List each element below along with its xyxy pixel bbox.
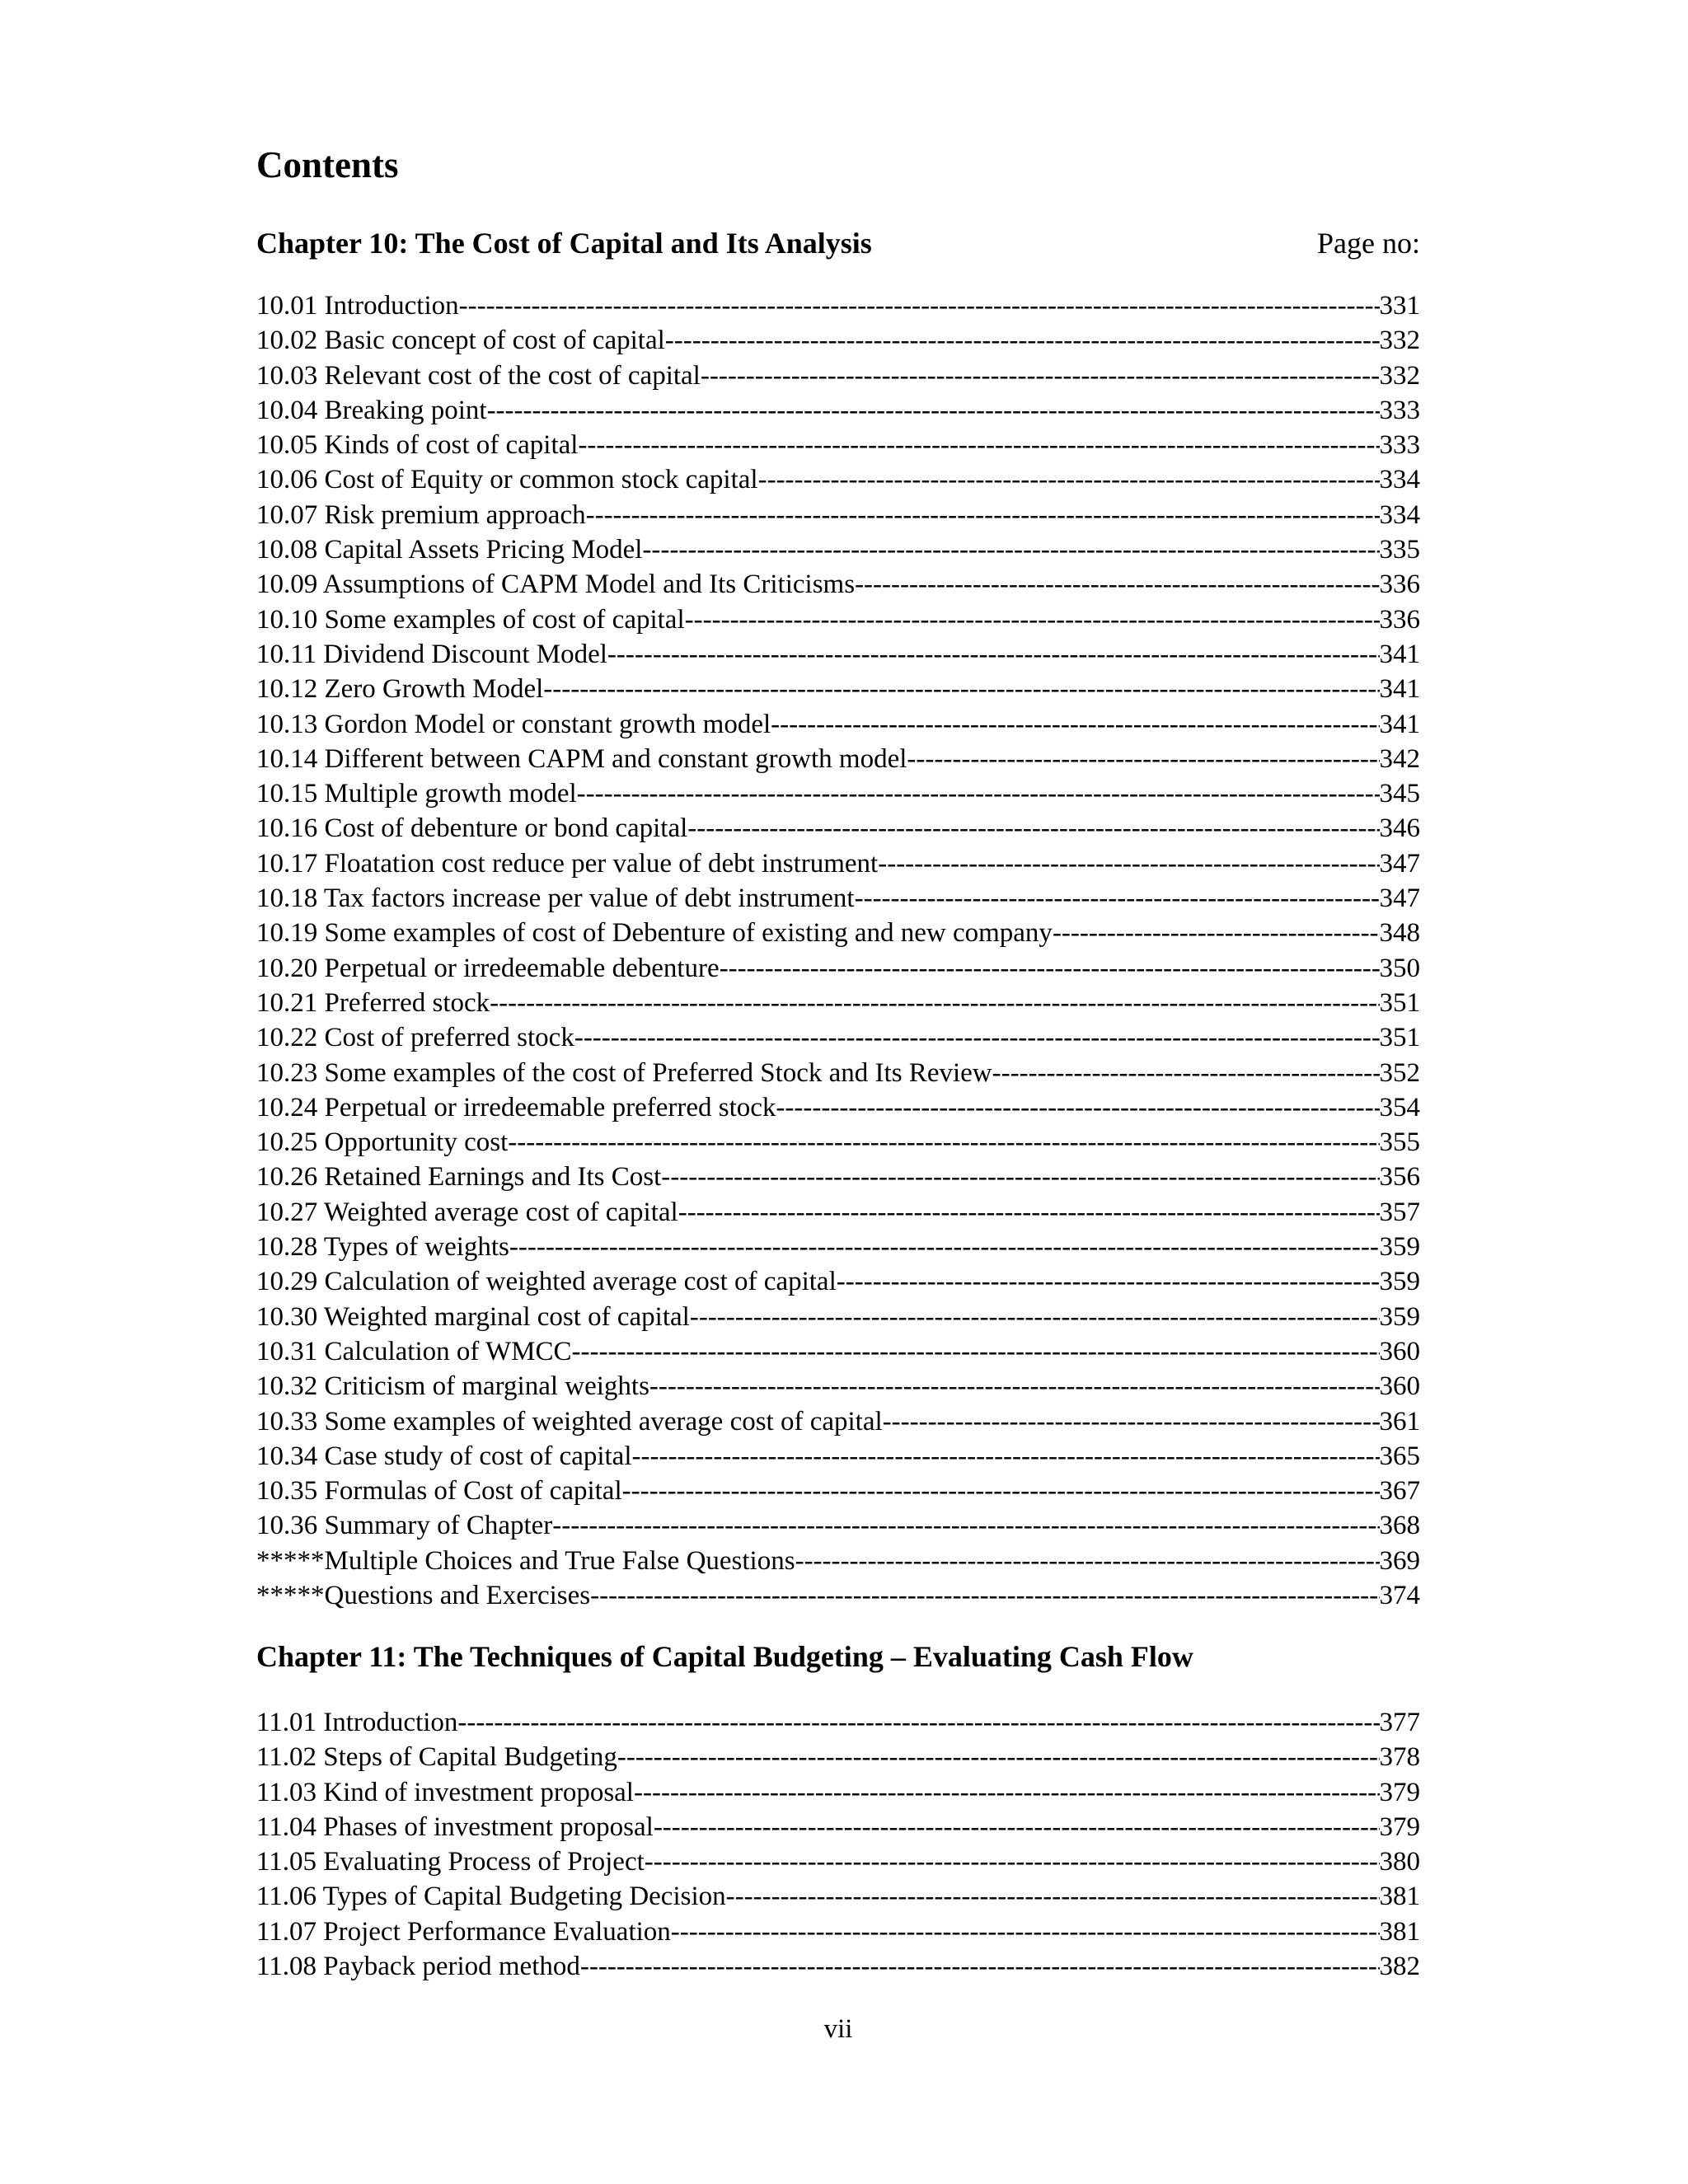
toc-entry-label: 10.11 Dividend Discount Model	[256, 639, 607, 669]
dot-leader	[690, 1300, 1380, 1334]
toc-entry-page-number: 356	[1379, 1162, 1420, 1193]
toc-entry-page-number: 359	[1379, 1267, 1420, 1297]
dot-leader	[992, 1056, 1380, 1090]
dot-leader	[678, 1195, 1380, 1230]
toc-entry-label: 10.17 Floatation cost reduce per value of debt instrument	[256, 848, 879, 879]
toc-entry-label: 11.07 Project Performance Evaluation	[256, 1916, 671, 1947]
dot-leader	[661, 1160, 1379, 1194]
toc-entry	[256, 1369, 1420, 1404]
toc-entry-label: *****Questions and Exercises	[256, 1580, 591, 1610]
toc-entry-page-number: 365	[1379, 1441, 1420, 1471]
toc-entry-page-number: 346	[1379, 813, 1420, 844]
toc-entry	[256, 1949, 1420, 1984]
toc-entry	[256, 811, 1420, 846]
dot-leader	[665, 323, 1380, 358]
toc-list	[256, 1705, 1420, 1984]
toc-entry	[256, 707, 1420, 742]
toc-entry-page-number: 341	[1379, 674, 1420, 705]
dot-leader	[580, 1949, 1380, 1984]
toc-entry-label: 10.22 Cost of preferred stock	[256, 1023, 574, 1053]
dot-leader	[795, 1544, 1380, 1578]
toc-entry	[256, 916, 1420, 950]
toc-entry-label: 10.16 Cost of debenture or bond capital	[256, 813, 688, 844]
toc-entry-label: 11.01 Introduction	[256, 1708, 458, 1737]
toc-entry-label: *****Multiple Choices and True False Questions	[256, 1545, 795, 1576]
dot-leader	[654, 1810, 1380, 1844]
dot-leader	[855, 567, 1379, 602]
page-number-column-label: Page no:	[1317, 227, 1420, 260]
toc-entry-page-number: 380	[1379, 1847, 1420, 1877]
toc-entry-label: 10.34 Case study of cost of capital	[256, 1441, 632, 1471]
toc-entry-page-number: 360	[1379, 1371, 1420, 1402]
dot-leader	[632, 1439, 1380, 1474]
dot-leader	[649, 1369, 1380, 1404]
toc-entry-page-number: 379	[1379, 1777, 1420, 1807]
toc-entry	[256, 428, 1420, 462]
toc-entry-page-number: 347	[1379, 883, 1420, 914]
toc-entry	[256, 462, 1420, 497]
toc-entry-label: 10.20 Perpetual or irredeemable debenture	[256, 953, 720, 983]
dot-leader	[459, 288, 1380, 323]
page-title: Contents	[256, 144, 399, 185]
toc-entry	[256, 1544, 1420, 1578]
toc-entry-page-number: 369	[1379, 1545, 1420, 1576]
toc-entry-label: 10.15 Multiple growth model	[256, 779, 577, 809]
toc-entry-label: 10.07 Risk premium approach	[256, 499, 586, 530]
toc-entry-label: 10.21 Preferred stock	[256, 987, 490, 1018]
toc-entry	[256, 1090, 1420, 1125]
toc-entry-page-number: 336	[1379, 569, 1420, 600]
dot-leader	[574, 1020, 1380, 1055]
toc-entry	[256, 742, 1420, 776]
toc-entry	[256, 672, 1420, 706]
dot-leader	[617, 1740, 1380, 1774]
dot-leader	[543, 672, 1379, 706]
toc-entry	[256, 1578, 1420, 1613]
toc-entry-label: 10.25 Opportunity cost	[256, 1127, 509, 1158]
toc-entry	[256, 498, 1420, 532]
toc-entry-page-number: 332	[1379, 326, 1420, 356]
toc-entry-label: 11.06 Types of Capital Budgeting Decision	[256, 1882, 726, 1912]
toc-entry-page-number: 333	[1379, 430, 1420, 461]
toc-entry-label: 10.33 Some examples of weighted average cost of capital	[256, 1406, 883, 1436]
dot-leader	[878, 846, 1379, 881]
toc-entry-label: 10.03 Relevant cost of the cost of capital	[256, 360, 701, 391]
dot-leader	[771, 707, 1379, 742]
dot-leader	[590, 1578, 1379, 1613]
toc-entry-page-number: 357	[1379, 1197, 1420, 1227]
toc-entry-label: 10.27 Weighted average cost of capital	[256, 1197, 678, 1227]
toc-entry-label: 10.14 Different between CAPM and constant growth model	[256, 743, 907, 774]
dot-leader	[634, 1775, 1380, 1810]
toc-entry-page-number: 351	[1379, 1023, 1420, 1053]
toc-entry	[256, 532, 1420, 567]
dot-leader	[907, 742, 1379, 776]
toc-entry-page-number: 382	[1379, 1952, 1420, 1982]
toc-entry-label: 10.36 Summary of Chapter	[256, 1511, 553, 1541]
toc-entry-page-number: 381	[1379, 1882, 1420, 1912]
toc-entry	[256, 1404, 1420, 1439]
toc-entry	[256, 1705, 1420, 1740]
toc-entry-label: 10.26 Retained Earnings and Its Cost	[256, 1162, 662, 1193]
toc-entry	[256, 1334, 1420, 1369]
toc-entry	[256, 602, 1420, 637]
toc-entry-page-number: 381	[1379, 1916, 1420, 1947]
dot-leader	[552, 1508, 1379, 1543]
toc-entry	[256, 1056, 1420, 1090]
dot-leader	[720, 951, 1380, 986]
toc-entry	[256, 1810, 1420, 1844]
toc-entry-page-number: 374	[1379, 1580, 1420, 1610]
toc-entry-page-number: 332	[1379, 360, 1420, 391]
toc-entry-label: 10.04 Breaking point	[256, 395, 487, 425]
toc-entry	[256, 1740, 1420, 1774]
toc-entry-page-number: 334	[1379, 465, 1420, 495]
dot-leader	[701, 359, 1380, 393]
toc-entry-page-number: 360	[1379, 1336, 1420, 1366]
toc-entry-label: 11.02 Steps of Capital Budgeting	[256, 1742, 617, 1773]
toc-entry	[256, 1160, 1420, 1194]
toc-entry	[256, 1508, 1420, 1543]
dot-leader	[883, 1404, 1380, 1439]
toc-entry-page-number: 354	[1379, 1092, 1420, 1122]
dot-leader	[726, 1879, 1380, 1914]
toc-entry-label: 10.08 Capital Assets Pricing Model	[256, 535, 643, 565]
toc-entry-page-number: 361	[1379, 1406, 1420, 1436]
dot-leader	[607, 637, 1380, 672]
toc-entry-page-number: 348	[1379, 918, 1420, 949]
toc-entry	[256, 1264, 1420, 1299]
toc-entry	[256, 1775, 1420, 1810]
toc-entry	[256, 323, 1420, 358]
dot-leader	[645, 1844, 1380, 1879]
toc-entry-page-number: 341	[1379, 639, 1420, 669]
page-folio: vii	[823, 2014, 853, 2044]
toc-entry-label: 10.09 Assumptions of CAPM Model and Its Criticisms	[256, 569, 856, 600]
toc-entry-label: 10.29 Calculation of weighted average cost of capital	[256, 1267, 837, 1297]
toc-entry-page-number: 334	[1379, 499, 1420, 530]
toc-entry-label: 10.02 Basic concept of cost of capital	[256, 326, 665, 356]
toc-entry-page-number: 335	[1379, 535, 1420, 565]
toc-entry-label: 11.08 Payback period method	[256, 1952, 580, 1982]
dot-leader	[758, 462, 1380, 497]
toc-entry-label: 10.12 Zero Growth Model	[256, 674, 544, 705]
toc-entry-page-number: 359	[1379, 1301, 1420, 1332]
toc-entry-label: 10.06 Cost of Equity or common stock capital	[256, 465, 758, 495]
toc-entry-page-number: 336	[1379, 604, 1420, 635]
toc-entry-label: 10.30 Weighted marginal cost of capital	[256, 1301, 690, 1332]
toc-entry	[256, 288, 1420, 323]
toc-entry-label: 10.19 Some examples of cost of Debenture of existing and new company	[256, 918, 1053, 949]
toc-entry	[256, 1300, 1420, 1334]
dot-leader	[508, 1125, 1379, 1160]
toc-entry-label: 10.01 Introduction	[256, 291, 459, 321]
dot-leader	[776, 1090, 1379, 1125]
toc-entry	[256, 1125, 1420, 1160]
dot-leader	[457, 1705, 1379, 1740]
toc-entry-label: 11.05 Evaluating Process of Project	[256, 1847, 645, 1877]
toc-entry-page-number: 331	[1379, 291, 1420, 321]
dot-leader	[509, 1230, 1380, 1264]
toc-entry-page-number: 355	[1379, 1127, 1420, 1158]
toc-entry-label: 10.28 Types of weights	[256, 1232, 509, 1263]
toc-entry-label: 10.10 Some examples of cost of capital	[256, 604, 685, 635]
toc-entry-label: 10.23 Some examples of the cost of Preferred Stock and Its Review	[256, 1057, 992, 1088]
toc-entry	[256, 1020, 1420, 1055]
dot-leader	[685, 602, 1380, 637]
toc-entry	[256, 567, 1420, 602]
toc-entry	[256, 1915, 1420, 1949]
toc-entry	[256, 986, 1420, 1020]
dot-leader	[622, 1474, 1380, 1508]
toc-entry-page-number: 342	[1379, 743, 1420, 774]
toc-entry-label: 10.24 Perpetual or irredeemable preferred stock	[256, 1092, 776, 1122]
toc-entry-page-number: 359	[1379, 1232, 1420, 1263]
dot-leader	[855, 881, 1380, 916]
dot-leader	[577, 776, 1380, 811]
dot-leader	[487, 393, 1380, 428]
dot-leader	[687, 811, 1379, 846]
toc-entry	[256, 776, 1420, 811]
toc-entry-page-number: 377	[1379, 1708, 1420, 1737]
toc-entry	[256, 1439, 1420, 1474]
toc-entry	[256, 1474, 1420, 1508]
toc-entry-page-number: 379	[1379, 1811, 1420, 1842]
toc-entry-page-number: 378	[1379, 1742, 1420, 1773]
toc-entry-label: 10.32 Criticism of marginal weights	[256, 1371, 649, 1402]
toc-entry	[256, 1879, 1420, 1914]
chapter-title: Chapter 10: The Cost of Capital and Its Analysis	[256, 227, 872, 260]
toc-entry-label: 11.04 Phases of investment proposal	[256, 1811, 654, 1842]
dot-leader	[572, 1334, 1380, 1369]
toc-entry-page-number: 368	[1379, 1511, 1420, 1541]
toc-entry-page-number: 345	[1379, 779, 1420, 809]
toc-entry	[256, 881, 1420, 916]
toc-entry	[256, 393, 1420, 428]
dot-leader	[1053, 916, 1380, 950]
document-page	[256, 0, 1420, 2184]
toc-entry-label: 10.31 Calculation of WMCC	[256, 1336, 572, 1366]
toc-entry-page-number: 350	[1379, 953, 1420, 983]
chapter-title: Chapter 11: The Techniques of Capital Budgeting – Evaluating Cash Flow	[256, 1640, 1193, 1673]
toc-entry-page-number: 351	[1379, 987, 1420, 1018]
dot-leader	[642, 532, 1379, 567]
toc-entry	[256, 1844, 1420, 1879]
toc-entry-page-number: 347	[1379, 848, 1420, 879]
dot-leader	[578, 428, 1379, 462]
toc-entry	[256, 359, 1420, 393]
toc-entry-label: 10.13 Gordon Model or constant growth model	[256, 709, 771, 739]
toc-entry-label: 10.05 Kinds of cost of capital	[256, 430, 579, 461]
toc-entry-label: 10.18 Tax factors increase per value of debt instrument	[256, 883, 855, 914]
dot-leader	[586, 498, 1380, 532]
dot-leader	[837, 1264, 1380, 1299]
toc-entry-page-number: 367	[1379, 1476, 1420, 1507]
toc-entry	[256, 1195, 1420, 1230]
dot-leader	[671, 1915, 1380, 1949]
toc-entry	[256, 846, 1420, 881]
toc-list	[256, 288, 1420, 1613]
toc-entry-label: 11.03 Kind of investment proposal	[256, 1777, 634, 1807]
toc-entry	[256, 951, 1420, 986]
toc-entry-label: 10.35 Formulas of Cost of capital	[256, 1476, 622, 1507]
toc-entry-page-number: 333	[1379, 395, 1420, 425]
dot-leader	[490, 986, 1379, 1020]
toc-entry	[256, 1230, 1420, 1264]
toc-entry	[256, 637, 1420, 672]
toc-entry-page-number: 341	[1379, 709, 1420, 739]
toc-entry-page-number: 352	[1379, 1057, 1420, 1088]
